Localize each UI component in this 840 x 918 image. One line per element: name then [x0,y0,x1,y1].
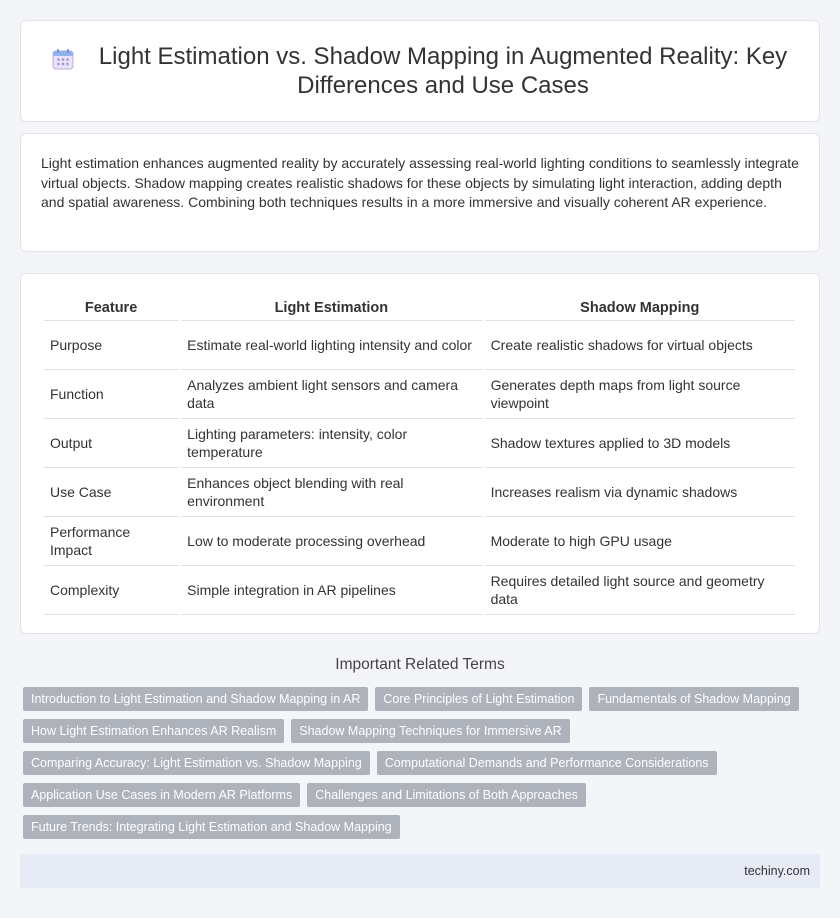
table-row [44,419,795,468]
footer-site-link[interactable]: techiny.com [744,864,810,878]
related-term-tag[interactable]: Challenges and Limitations of Both Approaches [307,783,586,807]
feature-cell: Output [44,419,178,468]
related-term-tag[interactable]: Core Principles of Light Estimation [375,687,582,711]
related-term-tag[interactable]: Fundamentals of Shadow Mapping [589,687,798,711]
shadow-mapping-cell: Shadow textures applied to 3D models [485,419,795,468]
light-estimation-cell: Lighting parameters: intensity, color temperature [181,419,481,468]
related-term-tag[interactable]: Application Use Cases in Modern AR Platforms [23,783,300,807]
page-title: Light Estimation vs. Shadow Mapping in Augmented Reality: Key Differences and Use Cases [98,43,788,99]
shadow-mapping-cell: Increases realism via dynamic shadows [485,468,795,517]
related-term-tag[interactable]: Introduction to Light Estimation and Shadow Mapping in AR [23,687,368,711]
table-row [44,321,795,370]
light-estimation-cell: Analyzes ambient light sensors and camera data [181,370,481,419]
table-row [44,566,795,615]
related-terms-list [23,687,818,839]
feature-cell: Purpose [44,321,178,370]
feature-cell: Complexity [44,566,178,615]
comparison-table [41,294,798,615]
related-terms-heading: Important Related Terms [335,656,505,673]
light-estimation-cell: Simple integration in AR pipelines [181,566,481,615]
related-term-tag[interactable]: Shadow Mapping Techniques for Immersive AR [291,719,569,743]
title-card [20,20,820,122]
shadow-mapping-cell: Generates depth maps from light source viewpoint [485,370,795,419]
feature-cell: Use Case [44,468,178,517]
shadow-mapping-cell: Requires detailed light source and geometry data [485,566,795,615]
related-term-tag[interactable]: Computational Demands and Performance Considerations [377,751,717,775]
intro-card [20,133,820,252]
header-light-estimation: Light Estimation [181,294,481,321]
light-estimation-cell: Estimate real-world lighting intensity and color [181,321,481,370]
table-row [44,468,795,517]
header-shadow-mapping: Shadow Mapping [485,294,795,321]
header-feature: Feature [44,294,178,321]
table-header-row [44,294,795,321]
intro-paragraph: Light estimation enhances augmented reality by accurately assessing real-world lighting conditions to seamlessly integrate virtual objects. Shadow mapping creates realistic shadows for these objects by simulating light interaction, adding depth and spatial awareness. Combining both techniques results in a more immersive and visually coherent AR experience. [41,155,799,210]
shadow-mapping-cell: Create realistic shadows for virtual objects [485,321,795,370]
table-row [44,370,795,419]
table-row [44,517,795,566]
light-estimation-cell: Enhances object blending with real environment [181,468,481,517]
light-estimation-cell: Low to moderate processing overhead [181,517,481,566]
related-term-tag[interactable]: How Light Estimation Enhances AR Realism [23,719,284,743]
calendar-grid-icon [51,47,75,71]
related-term-tag[interactable]: Comparing Accuracy: Light Estimation vs. Shadow Mapping [23,751,370,775]
comparison-table-card [20,273,820,634]
related-term-tag[interactable]: Future Trends: Integrating Light Estimation and Shadow Mapping [23,815,400,839]
feature-cell: Function [44,370,178,419]
footer [20,854,820,888]
shadow-mapping-cell: Moderate to high GPU usage [485,517,795,566]
feature-cell: Performance Impact [44,517,178,566]
